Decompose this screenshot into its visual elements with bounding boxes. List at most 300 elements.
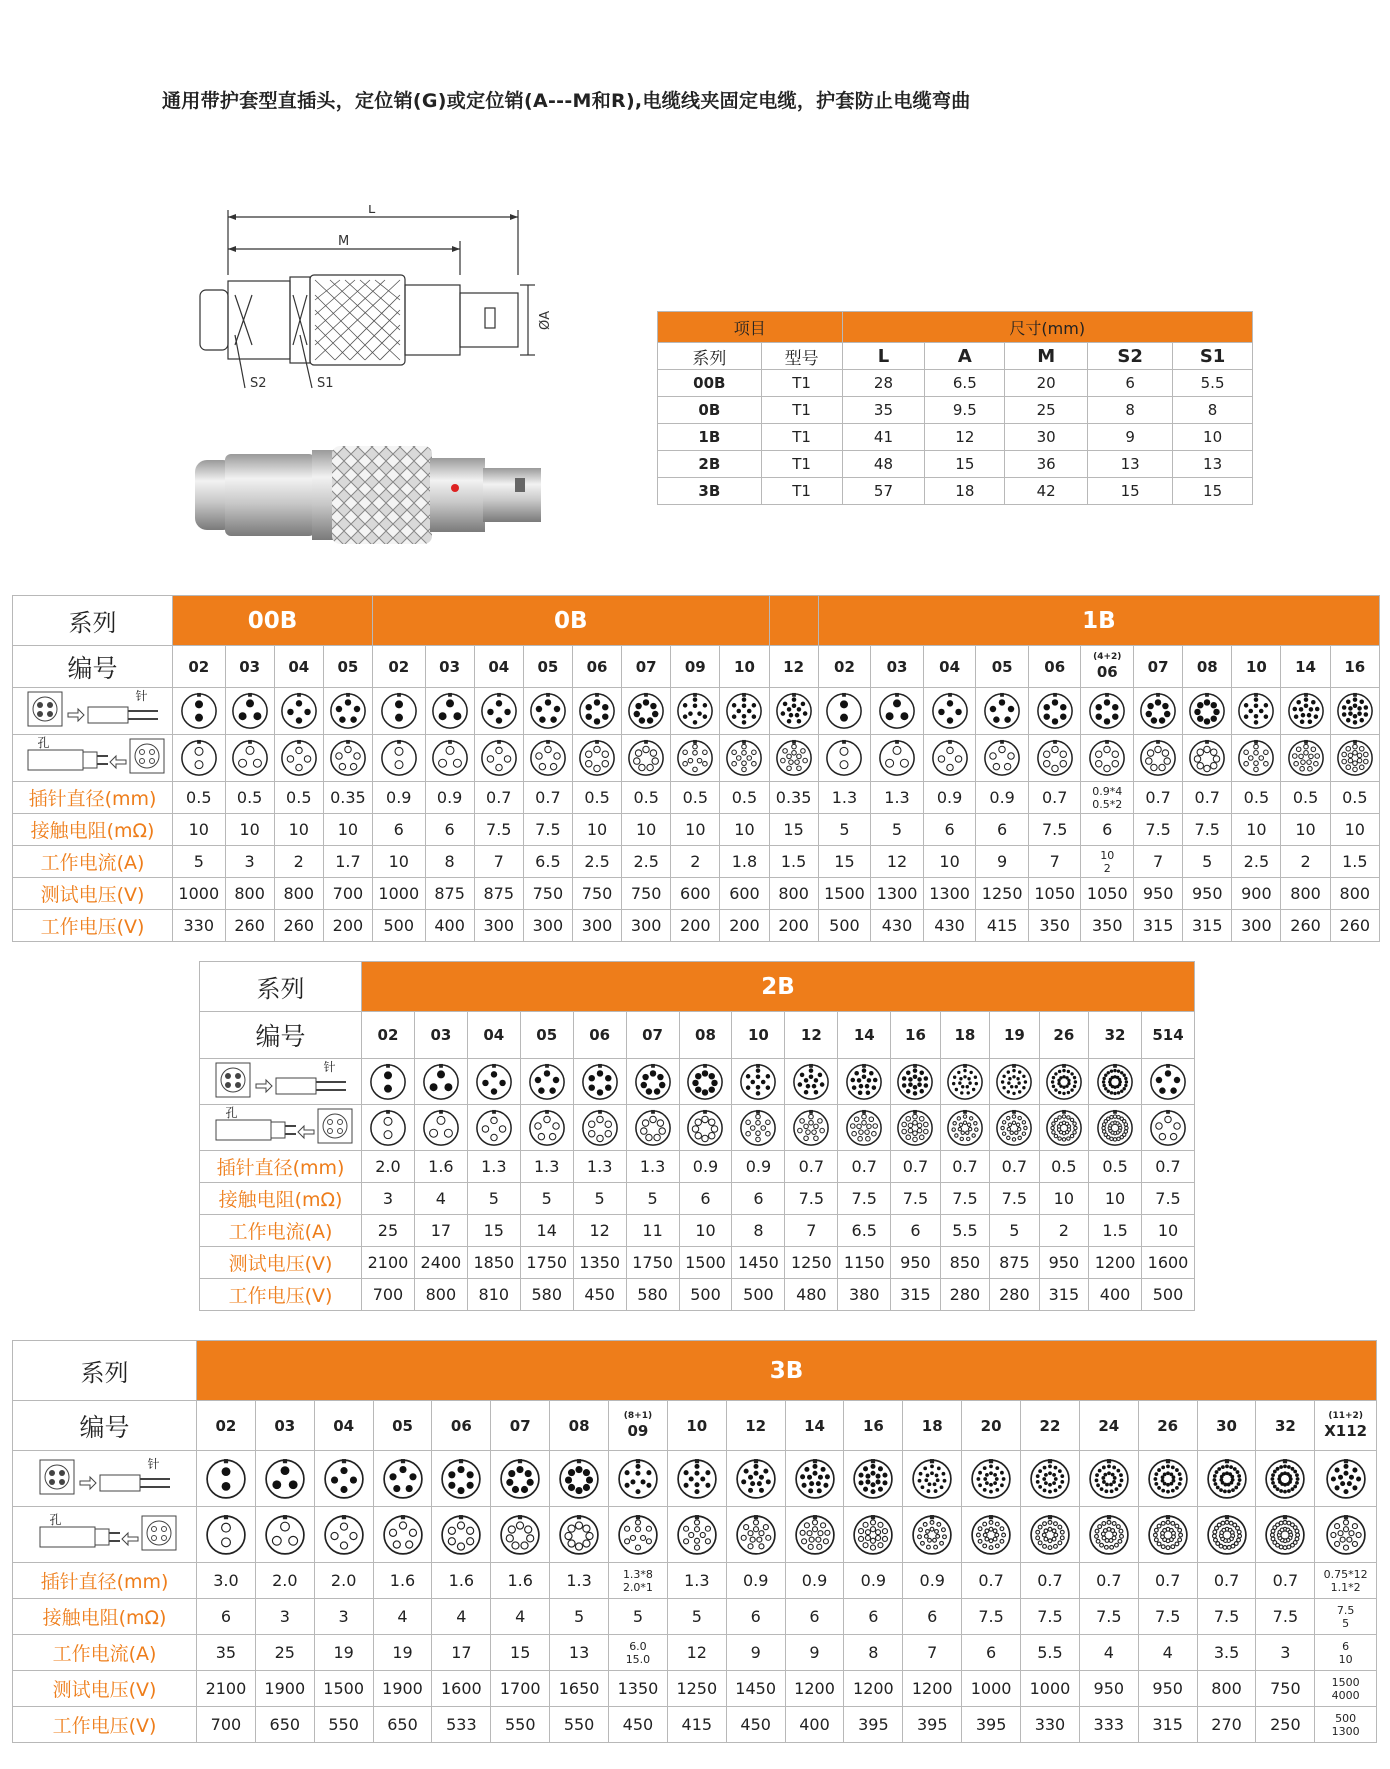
pin-face-icon [468,1063,520,1101]
spec-value: 0.7 [1021,1563,1080,1599]
code-cell [785,1012,838,1059]
socket-face-icon [609,1514,667,1556]
dim-series: 00B [658,370,762,397]
pin-legend [18,689,168,729]
spec-label: 接触电阻(mΩ) [13,1599,197,1635]
code-value: 07 [635,657,657,676]
hole-label: 孔 [49,1512,62,1527]
spec-value: 7.5 [785,1183,838,1215]
spec-value: 1.6 [432,1563,491,1599]
spec-value: 1.3 [818,782,871,814]
spec-value: 6 [962,1635,1021,1671]
hole-face-cell [622,735,671,782]
spec-value: 1500 [314,1671,373,1707]
series-group: 0B [372,596,769,646]
code-label: 编号 [200,1012,362,1059]
dim-value: 9 [1088,424,1173,451]
dim-series: 2B [658,451,762,478]
spec-value-line: 10 [1100,848,1115,862]
spec-value: 280 [990,1279,1039,1311]
code-row [13,1401,1377,1451]
spec-value [1315,1671,1377,1707]
spec-value: 200 [323,910,372,942]
dim-series: 1B [658,424,762,451]
spec-value: 2100 [362,1247,415,1279]
spec-value: 0.7 [940,1151,989,1183]
pin-face-cell [1183,688,1232,735]
hole-face-cell [520,1105,573,1151]
code-value: 16 [905,1026,926,1044]
socket-face-icon [374,1514,432,1556]
spec-table-2B [199,961,1195,1311]
hole-face-cell [679,1105,732,1151]
code-value: 10 [686,1416,708,1435]
spec-value-line: 5 [1342,1616,1350,1630]
code-cell [572,646,621,688]
spec-value-line: 15.0 [625,1652,651,1666]
code-cell [1281,646,1330,688]
code-cell [940,1012,989,1059]
hole-legend [18,736,168,776]
socket-face-icon [426,739,474,777]
pin-face-cell [962,1451,1021,1507]
spec-value: 2 [274,846,323,878]
code-cell [225,646,274,688]
pin-face-cell [573,1059,626,1105]
code-row [13,646,1380,688]
pin-face-cell [923,688,976,735]
socket-face-icon [475,739,523,777]
hole-face-cell [523,735,572,782]
spec-value: 1.5 [769,846,818,878]
socket-face-icon [871,739,923,777]
spec-value: 1900 [373,1671,432,1707]
spec-value: 5 [667,1599,726,1635]
spec-value: 500 [818,910,871,942]
spec-value: 0.9 [732,1151,785,1183]
spec-value: 260 [1281,910,1330,942]
spec-value: 300 [523,910,572,942]
spec-label: 插针直径(mm) [13,782,173,814]
spec-value: 850 [940,1247,989,1279]
pin-face-icon [990,1063,1038,1101]
spec-value: 13 [550,1635,609,1671]
spec-value: 1.5 [1330,846,1379,878]
code-cell [425,646,474,688]
hole-label: 孔 [37,736,50,750]
pin-legend-cell [13,1451,197,1507]
spec-value: 7.5 [523,814,572,846]
dim-head-size: 尺寸(mm) [842,312,1253,343]
socket-face-icon [524,739,572,777]
pin-face-cell [550,1451,609,1507]
spec-value: 300 [1232,910,1281,942]
pin-face-cell [785,1451,844,1507]
spec-value: 550 [314,1707,373,1743]
spec-row [200,1215,1195,1247]
code-cell [1232,646,1281,688]
series-label: 系列 [13,1341,197,1401]
code-value: 12 [800,1026,822,1044]
spec-value: 0.5 [671,782,720,814]
socket-face-icon [1021,1514,1079,1556]
socket-face-icon [924,739,976,777]
code-cell [903,1401,962,1451]
spec-value: 480 [785,1279,838,1311]
spec-value: 400 [785,1707,844,1743]
spec-value: 800 [274,878,323,910]
pin-face-icon [903,1458,961,1500]
code-value: 04 [939,657,961,676]
code-cell [769,646,818,688]
spec-value: 0.5 [1330,782,1379,814]
hole-face-cell [425,735,474,782]
spec-value: 7 [474,846,523,878]
code-cell [785,1401,844,1451]
pin-face-icon [491,1458,549,1500]
pin-face-icon [373,692,425,730]
pin-face-icon [680,1063,732,1101]
spec-value: 950 [1134,878,1183,910]
spec-value: 10 [720,814,769,846]
pin-face-cell [362,1059,415,1105]
spec-value: 5 [573,1183,626,1215]
spec-value: 1.6 [373,1563,432,1599]
spec-value: 1.7 [323,846,372,878]
spec-value: 6.5 [838,1215,891,1247]
spec-value: 260 [225,910,274,942]
spec-value: 0.35 [323,782,372,814]
code-value: 26 [1157,1416,1179,1435]
spec-value: 0.9 [785,1563,844,1599]
spec-value: 3 [314,1599,373,1635]
pin-face-cell [679,1059,732,1105]
socket-face-icon [1281,739,1329,777]
code-value: 26 [1053,1026,1075,1044]
pin-face-icon [1256,1458,1314,1500]
label-S2: S2 [250,376,267,391]
socket-face-icon [373,739,425,777]
spec-value: 6 [976,814,1029,846]
code-value: 03 [886,657,908,676]
code-cell [923,646,976,688]
code-value: 14 [804,1416,825,1435]
pin-face-icon [786,1458,844,1500]
spec-value: 10 [1142,1215,1195,1247]
spec-value: 1000 [173,878,226,910]
spec-value: 4 [491,1599,550,1635]
spec-row [200,1183,1195,1215]
spec-value: 3.5 [1197,1635,1256,1671]
socket-face-icon [491,1514,549,1556]
spec-value: 10 [323,814,372,846]
spec-value: 8 [425,846,474,878]
spec-value: 1600 [432,1671,491,1707]
code-cell [414,1012,467,1059]
code-value: 16 [862,1416,884,1435]
pin-face-cell [769,688,818,735]
spec-value: 12 [871,846,924,878]
code-value: 32 [1104,1026,1126,1044]
code-cell [667,1401,726,1451]
spec-value: 14 [520,1215,573,1247]
spec-value: 1250 [785,1247,838,1279]
spec-value: 1300 [871,878,924,910]
hole-face-cell [732,1105,785,1151]
dim-value: 15 [1173,478,1253,505]
connector-photo [190,440,560,550]
spec-value: 1150 [838,1247,891,1279]
spec-value: 250 [1256,1707,1315,1743]
pin-face-icon [475,692,523,730]
code-cell [520,1012,573,1059]
spec-value: 700 [323,878,372,910]
hole-face-cell [785,1507,844,1563]
spec-value: 1.3 [667,1563,726,1599]
hole-face-cell [314,1507,373,1563]
dim-row [658,370,1253,397]
hole-face-cell [1232,735,1281,782]
code-cell [1197,1401,1256,1451]
code-label: 编号 [13,1401,197,1451]
code-cell [373,1401,432,1451]
pin-legend-cell [13,688,173,735]
code-value: 05 [536,1026,558,1044]
spec-value-line: 0.75*12 [1323,1567,1368,1581]
spec-value: 0.7 [523,782,572,814]
spec-value: 15 [818,846,871,878]
spec-value: 1.5 [1089,1215,1142,1247]
code-value: 08 [695,1026,716,1044]
spec-value: 0.7 [1028,782,1081,814]
spec-value: 2100 [197,1671,256,1707]
code-value: 10 [734,657,755,676]
spec-value: 7.5 [1197,1599,1256,1635]
code-value: 07 [1147,657,1169,676]
code-cell [1183,646,1232,688]
spec-value: 395 [962,1707,1021,1743]
spec-value: 1900 [255,1671,314,1707]
spec-value: 10 [372,846,425,878]
spec-row [200,1151,1195,1183]
code-row [200,1012,1195,1059]
pin-face-icon [1139,1458,1197,1500]
pin-face-cell [491,1451,550,1507]
code-value: 09 [684,657,706,676]
socket-face-icon [1331,739,1379,777]
spec-value: 875 [474,878,523,910]
code-value: 09 [627,1422,649,1440]
spec-value: 7.5 [1134,814,1183,846]
socket-face-icon [1134,739,1182,777]
dim-value: 13 [1173,451,1253,478]
hole-legend-cell [13,1507,197,1563]
pin-face-cell [844,1451,903,1507]
code-sup: (11+2) [1328,1411,1363,1421]
pin-face-icon [226,692,274,730]
pin-face-cell [622,688,671,735]
hole-face-cell [362,1105,415,1151]
spec-value: 1500 [818,878,871,910]
spec-value: 1250 [976,878,1029,910]
spec-value-line: 1300 [1331,1724,1360,1738]
pin-face-icon [871,692,923,730]
pin-legend-cell [200,1059,362,1105]
spec-value: 550 [491,1707,550,1743]
spec-value: 17 [414,1215,467,1247]
spec-value: 260 [1330,910,1379,942]
spec-value-line: 4000 [1331,1688,1360,1702]
spec-value-line: 0.9*4 [1092,784,1123,798]
code-cell [720,646,769,688]
pin-face-cell [1138,1451,1197,1507]
pin-face-cell [1021,1451,1080,1507]
dim-value: 6.5 [925,370,1005,397]
pin-face-cell [667,1451,726,1507]
spec-value: 1450 [732,1247,785,1279]
code-value: 05 [392,1416,413,1435]
series-group: 1B [818,596,1379,646]
spec-value: 2.5 [1232,846,1281,878]
spec-label: 测试电压(V) [13,878,173,910]
dim-value: 15 [925,451,1005,478]
code-value: 02 [377,1026,399,1044]
spec-value: 4 [1079,1635,1138,1671]
spec-value: 7.5 [1028,814,1081,846]
spec-value: 800 [414,1279,467,1311]
spec-value: 5.5 [940,1215,989,1247]
spec-value: 7.5 [1021,1599,1080,1635]
hole-face-cell [1138,1507,1197,1563]
socket-face-icon [256,1514,314,1556]
code-cell [818,646,871,688]
spec-value: 380 [838,1279,891,1311]
dim-value: 25 [1005,397,1088,424]
spec-label: 接触电阻(mΩ) [200,1183,362,1215]
pin-face-cell [940,1059,989,1105]
code-value: 19 [1003,1026,1025,1044]
code-value: 30 [1216,1416,1237,1435]
pin-face-cell [197,1451,256,1507]
code-cell [1134,646,1183,688]
pin-face-cell [255,1451,314,1507]
hole-face-cell [609,1507,668,1563]
code-value: 02 [215,1416,237,1435]
pin-face-icon [962,1458,1020,1500]
hole-face-cell [891,1105,940,1151]
spec-value: 10 [1330,814,1379,846]
pin-face-cell [1081,688,1134,735]
pin-face-icon [838,1063,890,1101]
hole-legend-cell [200,1105,362,1151]
spec-value: 25 [255,1635,314,1671]
spec-value: 7 [903,1635,962,1671]
dim-head-item: 项目 [658,312,843,343]
hole-face-cell [1315,1507,1377,1563]
spec-value: 800 [1197,1671,1256,1707]
pin-face-cell [1028,688,1081,735]
spec-value: 5 [990,1215,1039,1247]
code-label: 编号 [13,646,173,688]
code-value: 08 [1196,657,1218,676]
spec-row [200,1279,1195,1311]
socket-face-icon [622,739,670,777]
pin-face-icon [844,1458,902,1500]
spec-value: 0.5 [572,782,621,814]
spec-value: 7 [785,1215,838,1247]
hole-face-cell [1134,735,1183,782]
socket-face-icon [671,739,719,777]
dim-model: T1 [761,370,842,397]
pin-face-cell [891,1059,940,1105]
spec-value: 0.7 [990,1151,1039,1183]
socket-face-icon [1139,1514,1197,1556]
spec-row [13,1635,1377,1671]
hole-face-cell [844,1507,903,1563]
spec-value: 1.3 [550,1563,609,1599]
socket-face-icon [976,739,1028,777]
spec-value: 10 [622,814,671,846]
spec-value: 315 [1138,1707,1197,1743]
spec-table-00B-0B-1B [12,595,1380,942]
spec-value: 260 [274,910,323,942]
spec-value: 0.9 [372,782,425,814]
hole-legend-cell [13,735,173,782]
spec-value: 1250 [667,1671,726,1707]
socket-face-icon [844,1514,902,1556]
spec-row [13,846,1380,878]
code-cell [1021,1401,1080,1451]
spec-value: 6 [726,1599,785,1635]
spec-label: 工作电流(A) [13,1635,197,1671]
hole-face-cell [197,1507,256,1563]
spec-value: 10 [225,814,274,846]
spec-value: 430 [871,910,924,942]
pin-face-icon [574,1063,626,1101]
spec-value: 10 [679,1215,732,1247]
spec-value: 0.9 [844,1563,903,1599]
pin-face-cell [373,1451,432,1507]
pin-face-icon [275,692,323,730]
hole-face-cell [818,735,871,782]
spec-label: 插针直径(mm) [200,1151,362,1183]
spec-value: 580 [520,1279,573,1311]
spec-value-line: 6.0 [629,1639,647,1653]
pin-face-icon [668,1458,726,1500]
pin-face-cell [474,688,523,735]
socket-face-icon [680,1109,732,1147]
pin-face-cell [225,688,274,735]
pin-face-icon [173,692,225,730]
socket-face-icon [521,1109,573,1147]
dim-head-M: M [1005,343,1088,370]
pin-face-icon [1029,692,1081,730]
spec-value: 0.7 [1079,1563,1138,1599]
spec-value: 19 [373,1635,432,1671]
spec-value: 6 [785,1599,844,1635]
spec-value: 750 [572,878,621,910]
dim-row [658,397,1253,424]
socket-face-icon [1198,1514,1256,1556]
code-cell [491,1401,550,1451]
code-value: 03 [274,1416,296,1435]
pin-face-cell [1039,1059,1088,1105]
hole-face-cell [323,735,372,782]
hole-face-cell [274,735,323,782]
spec-value: 0.9 [903,1563,962,1599]
dim-head-S2: S2 [1088,343,1173,370]
spec-value: 395 [903,1707,962,1743]
